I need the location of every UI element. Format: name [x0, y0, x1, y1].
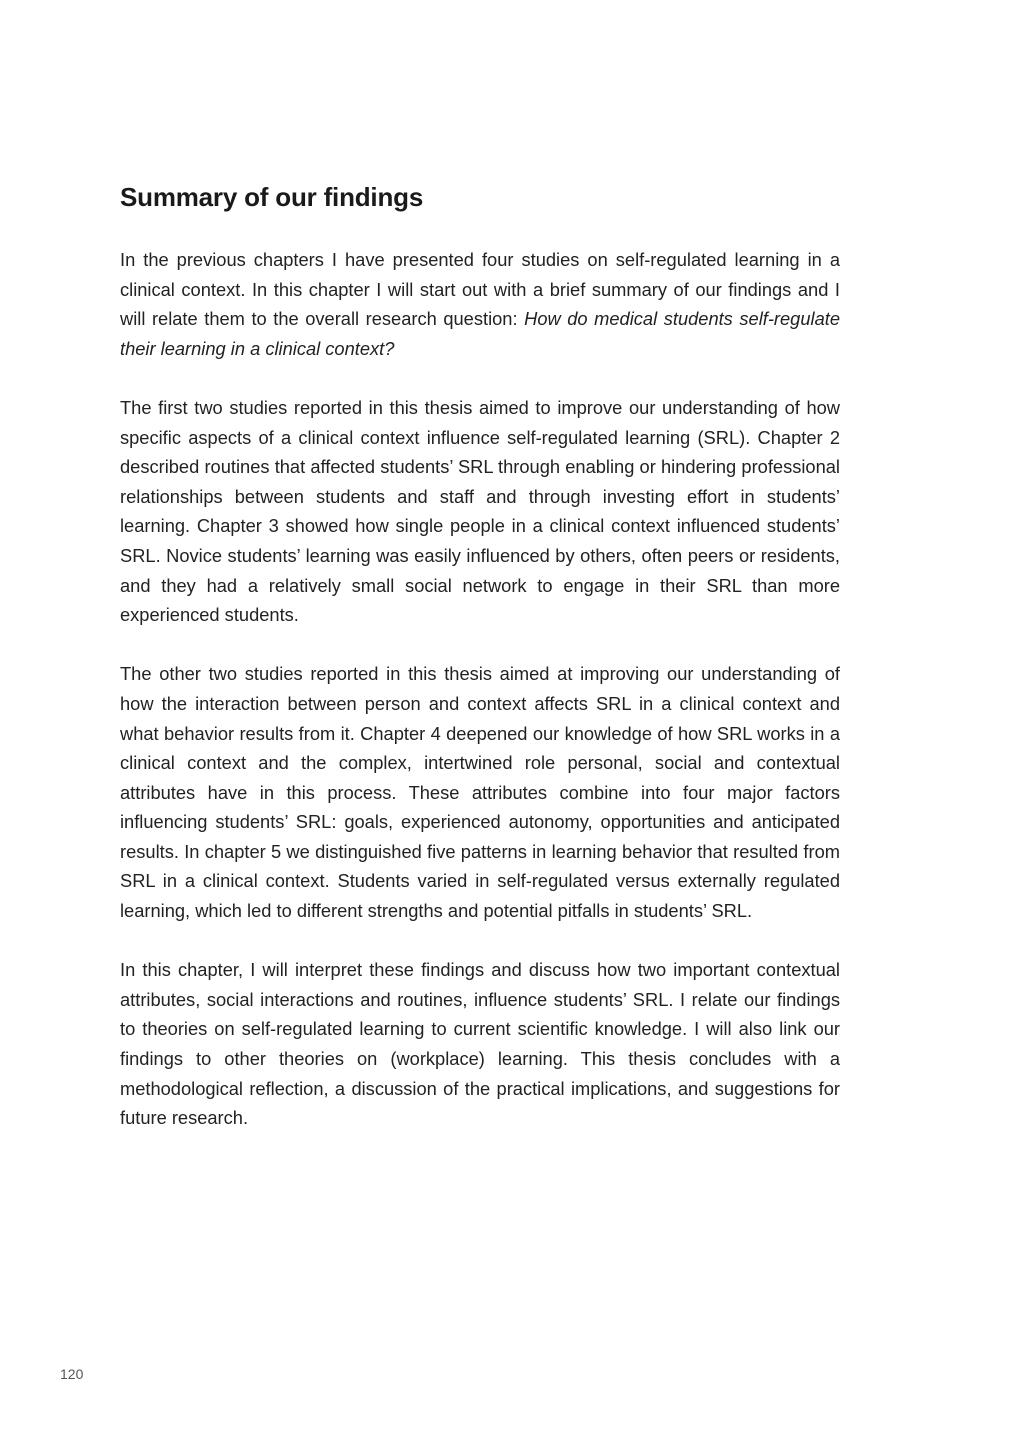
section-heading: Summary of our findings	[120, 182, 424, 212]
paragraph-chapter-outline: In this chapter, I will interpret these findings and discuss how two important contextual attributes, social interactions and routines, influence students’ SRL. I relate our findings to theories on self-regulated learning to current scientific knowledge. I will also link our findings to other theories on (workplace) learning. This thesis concludes with a methodological reflection, a discussion of the practical implications, and suggestions for future research.	[120, 959, 840, 1129]
research-question: How do medical students self-regulate their learning in a clinical context?	[120, 308, 840, 359]
paragraph-first-studies: The first two studies reported in this thesis aimed to improve our understanding of how specific aspects of a clinical context influence self-regulated learning (SRL). Chapter 2 described routines that affected students’ SRL through enabling or hindering professional relationships between students and staff and through investing effort in students’ learning. Chapter 3 showed how single people in a clinical context influenced students’ SRL. Novice students’ learning was easily influenced by others, often peers or residents, and they had a relatively small social network to engage in their SRL than more experienced students.	[120, 396, 840, 626]
paragraph-intro	[120, 245, 840, 363]
body-text	[120, 245, 840, 1162]
page-number: 120	[60, 1366, 84, 1382]
paragraph-text: In the previous chapters I have presented four studies on self-regulated learning in a clinical context. In this chapter I will start out with a brief summary of our findings and I will relate them to the overall research question:	[120, 249, 840, 330]
paragraph-other-studies: The other two studies reported in this thesis aimed at improving our understanding of how the interaction between person and context affects SRL in a clinical context and what behavior results from it. Chapter 4 deepened our knowledge of how SRL works in a clinical context and the complex, intertwined role personal, social and contextual attributes have in this process. These attributes combine into four major factors influencing students’ SRL: goals, experienced autonomy, opportunities and anticipated results. In chapter 5 we distinguished five patterns in learning behavior that resulted from SRL in a clinical context. Students varied in self-regulated versus externally regulated learning, which led to different strengths and potential pitfalls in students’ SRL.	[120, 663, 840, 922]
